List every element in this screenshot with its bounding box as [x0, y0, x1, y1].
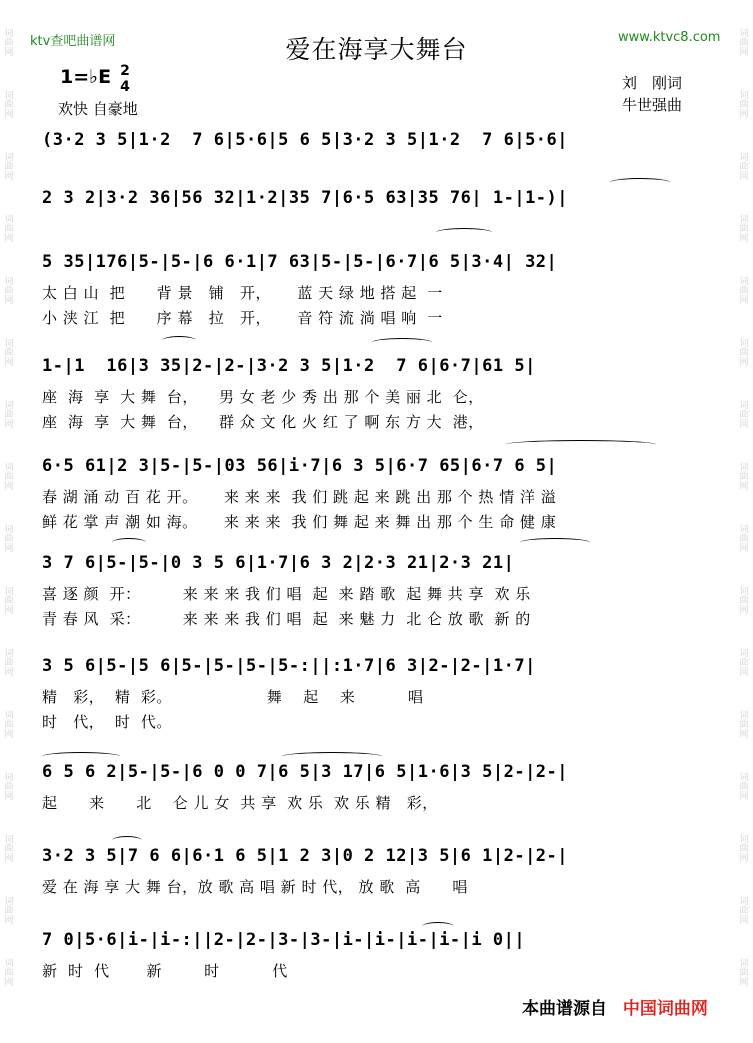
watermark-text: 词 曲 网 — [739, 339, 749, 368]
lyric-line: 喜 逐 颜 开： 来 来 来 我 们 唱 起 来 踏 歌 起 舞 共 享 欢 乐 — [42, 585, 531, 603]
slur-mark — [506, 440, 656, 449]
lyric-line: 座 海 享 大 舞 台， 群 众 文 化 火 红 了 啊 东 方 大 港， — [42, 413, 484, 431]
watermark-text: 词 曲 网 — [4, 215, 14, 244]
song-title: 爱在海享大舞台 — [285, 35, 468, 64]
watermark-text: 词 曲 网 — [4, 463, 14, 492]
lyricist-credit: 刘 刚词 — [622, 74, 683, 92]
lyric-line: 小 浃 江 把 序 幕 拉 开， 音 符 流 淌 唱 响 一 — [42, 309, 443, 327]
watermark-text: 词 曲 网 — [739, 835, 749, 864]
watermark-text: 词 曲 网 — [4, 587, 14, 616]
watermark-text: 词 曲 网 — [739, 215, 749, 244]
watermark-text: 词 曲 网 — [739, 897, 749, 926]
melody-line: 2 3 2|3·2 36|56 32|1·2|35 7|6·5 63|35 76| 1-|1-)| — [42, 188, 569, 208]
slur-mark — [436, 228, 492, 237]
melody-line: 7 0|5·6|i-|i-:||2-|2-|3-|3-|i-|i-|i-|i-|i 0|| — [42, 930, 526, 950]
key-signature: 1=♭E — [60, 66, 112, 88]
time-signature: 2 4 — [120, 63, 130, 95]
slur-mark — [282, 752, 382, 761]
site-left-link[interactable]: ktv查吧曲谱网 — [30, 34, 116, 49]
watermark-text: 词 曲 网 — [4, 153, 14, 182]
watermark-text: 词 曲 网 — [739, 649, 749, 678]
watermark-text: 词 曲 网 — [4, 29, 14, 58]
lyric-line: 鲜 花 掌 声 潮 如 海。 来 来 来 我 们 舞 起 来 舞 出 那 个 生 命 健 康 — [42, 513, 557, 531]
melody-line: 3·2 3 5|7 6 6|6·1 6 5|1 2 3|0 2 12|3 5|6 1|2-|2-| — [42, 846, 569, 866]
watermark-text: 词 曲 网 — [739, 29, 749, 58]
melody-line: 3 7 6|5-|5-|0 3 5 6|1·7|6 3 2|2·3 21|2·3 21| — [42, 553, 515, 573]
watermark-text: 词 曲 网 — [739, 525, 749, 554]
lyric-line: 精 彩， 精 彩。 舞 起 来 唱 — [42, 688, 424, 706]
lyric-line: 太 白 山 把 背 景 铺 开， 蓝 天 绿 地 搭 起 一 — [42, 284, 443, 302]
watermark-text: 词 曲 网 — [739, 587, 749, 616]
footer-source-label: 本曲谱源自 — [522, 999, 607, 1019]
watermark-text: 词 曲 网 — [4, 711, 14, 740]
site-right-link[interactable]: www.ktvc8.com — [618, 30, 721, 45]
melody-line: (3·2 3 5|1·2 7 6|5·6|5 6 5|3·2 3 5|1·2 7 6|5·6| — [42, 130, 569, 150]
watermark-text: 词 曲 网 — [739, 91, 749, 120]
watermark-text: 词 曲 网 — [4, 773, 14, 802]
watermark-text: 词 曲 网 — [739, 959, 749, 988]
lyric-line: 新 时 代 新 时 代 — [42, 962, 288, 980]
slur-mark — [112, 538, 146, 547]
watermark-text: 词 曲 网 — [739, 463, 749, 492]
composer-credit: 牛世强曲 — [622, 96, 683, 114]
melody-line: 6 5 6 2|5-|5-|6 0 0 7|6 5|3 17|6 5|1·6|3 5|2-|2-| — [42, 762, 569, 782]
watermark-text: 词 曲 网 — [739, 401, 749, 430]
footer-source-site[interactable]: 中国词曲网 — [622, 999, 708, 1019]
watermark-text: 词 曲 网 — [4, 91, 14, 120]
lyric-line: 起 来 北 仑 儿 女 共 享 欢 乐 欢 乐 精 彩， — [42, 794, 438, 812]
slur-mark — [610, 178, 670, 187]
watermark-text: 词 曲 网 — [4, 525, 14, 554]
slur-mark — [422, 922, 454, 931]
slur-mark — [372, 338, 432, 347]
watermark-text: 词 曲 网 — [739, 773, 749, 802]
slur-mark — [42, 752, 120, 761]
watermark-text: 词 曲 网 — [739, 153, 749, 182]
watermark-text: 词 曲 网 — [4, 277, 14, 306]
slur-mark — [162, 336, 196, 345]
watermark-text: 词 曲 网 — [4, 649, 14, 678]
melody-line: 1-|1 16|3 35|2-|2-|3·2 3 5|1·2 7 6|6·7|61 5| — [42, 356, 536, 376]
watermark-text: 词 曲 网 — [739, 277, 749, 306]
watermark-text: 词 曲 网 — [4, 835, 14, 864]
slur-mark — [112, 836, 142, 845]
tempo-marking: 欢快 自豪地 — [58, 100, 138, 118]
slur-mark — [520, 538, 590, 547]
lyric-line: 座 海 享 大 舞 台， 男 女 老 少 秀 出 那 个 美 丽 北 仑， — [42, 388, 484, 406]
footer-source — [522, 994, 708, 1019]
lyric-line: 爱 在 海 享 大 舞 台，放 歌 高 唱 新 时 代， 放 歌 高 唱 — [42, 878, 468, 896]
watermark-text: 词 曲 网 — [4, 339, 14, 368]
melody-line: 6·5 61|2 3|5-|5-|03 56|i·7|6 3 5|6·7 65|6·7 6 5| — [42, 456, 558, 476]
lyric-line: 青 春 风 采： 来 来 来 我 们 唱 起 来 魅 力 北 仑 放 歌 新 的 — [42, 610, 531, 628]
watermark-text: 词 曲 网 — [4, 959, 14, 988]
watermark-text: 词 曲 网 — [4, 401, 14, 430]
lyric-line: 春 湖 涌 动 百 花 开。 来 来 来 我 们 跳 起 来 跳 出 那 个 热 情 洋 溢 — [42, 488, 557, 506]
lyric-line: 时 代， 时 代。 — [42, 713, 172, 731]
melody-line: 5 35|176|5-|5-|6 6·1|7 63|5-|5-|6·7|6 5|3·4| 32| — [42, 252, 558, 272]
watermark-text: 词 曲 网 — [4, 897, 14, 926]
watermark-text: 词 曲 网 — [739, 711, 749, 740]
melody-line: 3 5 6|5-|5 6|5-|5-|5-|5-:||:1·7|6 3|2-|2-|1·7| — [42, 656, 536, 676]
